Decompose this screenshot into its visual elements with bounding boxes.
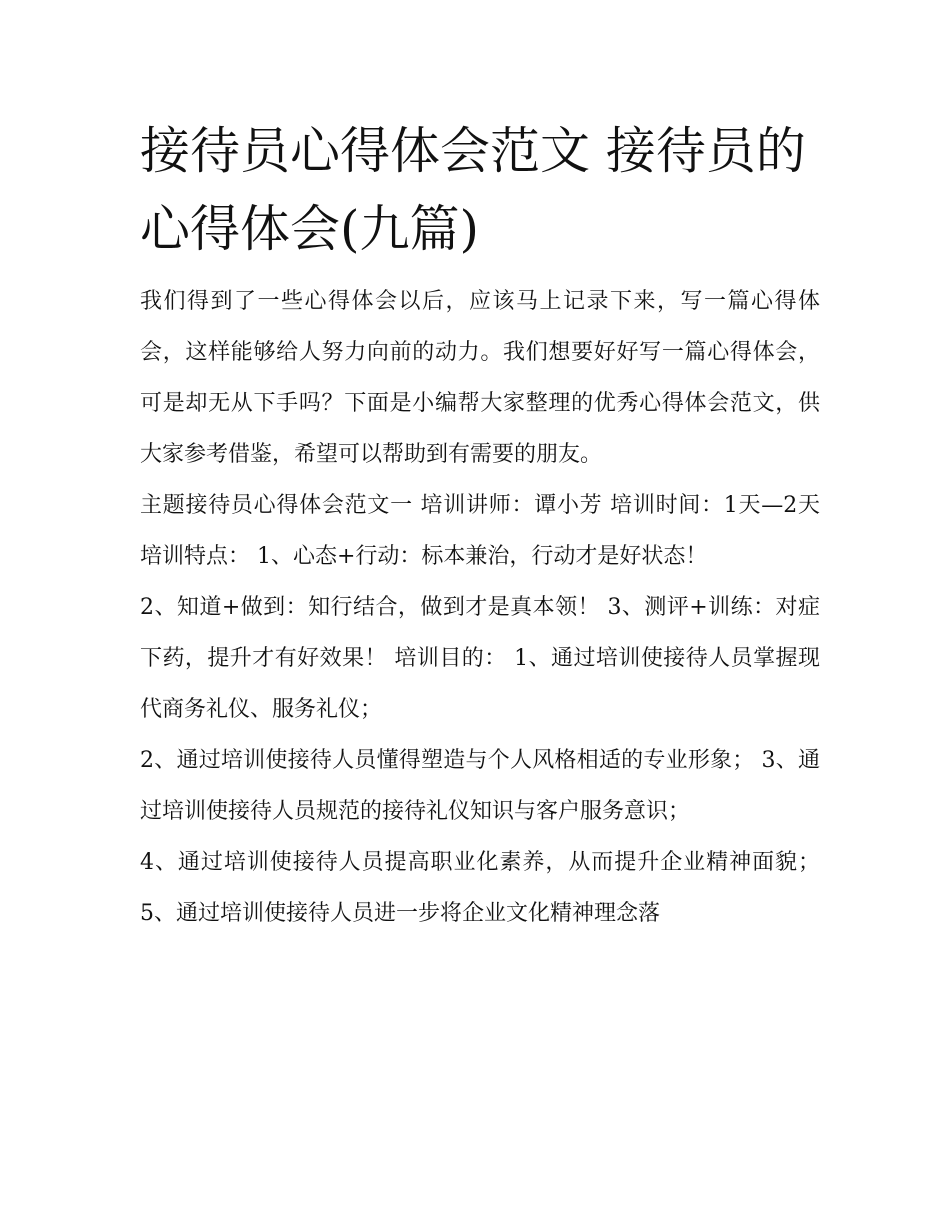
paragraph-intro: 我们得到了一些心得体会以后，应该马上记录下来，写一篇心得体会，这样能够给人努力向前的动力。我们想要好好写一篇心得体会，可是却无从下手吗？下面是小编帮大家整理的优秀心得体会范文，供大家参考借鉴，希望可以帮助到有需要的朋友。 bbox=[140, 289, 820, 467]
paragraph-training-info: 主题接待员心得体会范文一 培训讲师：谭小芳 培训时间：1天—2天 培训特点： 1、心态+行动：标本兼治，行动才是好状态！ bbox=[140, 493, 820, 569]
paragraph-training-goals-1: 2、通过培训使接待人员懂得塑造与个人风格相适的专业形象； 3、通过培训使接待人员规范的接待礼仪知识与客户服务意识； bbox=[140, 748, 820, 824]
document-title: 接待员心得体会范文 接待员的心得体会(九篇) bbox=[140, 122, 806, 258]
document-page bbox=[140, 112, 820, 939]
paragraph-training-goals-2: 4、通过培训使接待人员提高职业化素养，从而提升企业精神面貌； 5、通过培训使接待人员进一步将企业文化精神理念落 bbox=[140, 850, 820, 926]
document-body bbox=[140, 276, 820, 939]
paragraph-training-features: 2、知道+做到：知行结合，做到才是真本领！ 3、测评+训练：对症下药，提升才有好效果！ 培训目的： 1、通过培训使接待人员掌握现代商务礼仪、服务礼仪； bbox=[140, 595, 820, 722]
